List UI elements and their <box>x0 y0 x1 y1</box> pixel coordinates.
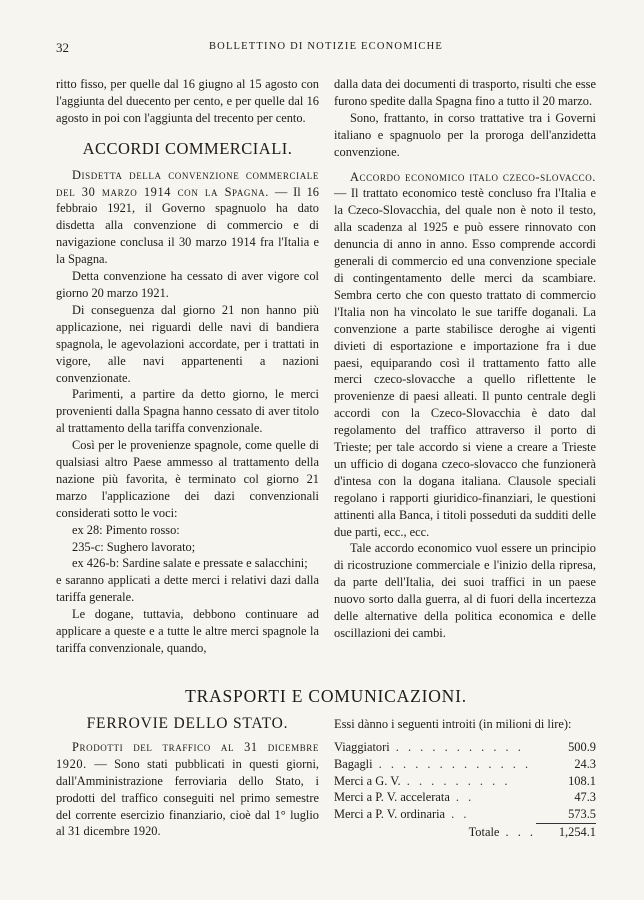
revenue-label <box>334 773 536 790</box>
leader-dots: . . <box>445 807 470 822</box>
tariff-item: 235-c: Sughero lavorato; <box>72 539 196 554</box>
revenue-label-text: Merci a G. V. <box>334 773 401 788</box>
revenue-value: 24.3 <box>574 756 596 771</box>
tariff-item: ex 28: Pimento rosso: <box>72 522 180 537</box>
revenue-intro: Essi dànno i seguenti introiti (in milioni di lire): <box>334 717 572 731</box>
revenue-label-text: Merci a P. V. accelerata <box>334 790 450 805</box>
table-row <box>334 773 596 790</box>
paragraph: Così per le provenienze spagnole, come quelle di qualsiasi altro Paese ammesso al trattamento della nazione più favorita, è terminato col giorno 21 marzo l'applicazione dei dazi convenzionali considerati sotto le voci: <box>56 438 319 520</box>
ferrovie-column <box>56 716 319 840</box>
paragraph-lead: Accordo economico italo czeco-slovacco. <box>350 169 596 184</box>
total-label <box>334 823 536 840</box>
section-title-accordi: ACCORDI COMMERCIALI. <box>82 138 293 158</box>
paragraph: dalla data dei documenti di trasporto, risulti che esse furono spedite dalla Spagna fino a tutto il 20 marzo. <box>334 77 596 108</box>
revenue-label-text: Viaggiatori <box>334 739 390 754</box>
leader-dots: . . . . . . . . . . . <box>389 739 524 754</box>
paragraph: Di conseguenza dal giorno 21 non hanno più applicazione, nei riguardi delle navi di bandiera spagnola, le agevolazioni accordate, per i trattati in vigore, alle navi appartenenti a nazioni convenzionate. <box>56 302 319 385</box>
paragraph-body: — Il trattato economico testè concluso fra l'Italia e la Czeco-Slovacchia, del quale non è noto il testo, alla scadenza al 1925 e può essere rinnovato con denuncia di anno in anno. Esso comprende accordi generali di commercio ed una convenzione speciale di contingentamento delle merci da scambiare. Sembra certo che con questo trattato di commercio l'Italia non ha vincolato le sue tariffe doganali. La convenzione a parte stabilisce deroghe ai vigenti divieti di esportazione e importazione fra i due paesi, equiparando così il trattamento fatto alle merci czeco-slovacche a quello riflettente le provenienze di paesi alleati. Il punto centrale degli accordi con la Czeco-Slovacchia è dato dal regolamento del traffico attraverso il porto di Trieste; per tale accordo si viene a creare a Trieste un ufficio di dogana czeco-slovacco che funzionerà d'intesa con la dogana italiana. Clausole speciali regolano i rapporti giuridico-finanziari, le questioni attinenti alla Banca, i titoli posseduti da sudditi delle due parti, ecc., ecc. <box>334 186 596 539</box>
paragraph <box>56 167 319 268</box>
right-column <box>334 76 596 642</box>
leader-dots: . . . . . . . . . <box>400 773 511 788</box>
revenue-label <box>334 806 536 823</box>
table-row <box>334 756 596 773</box>
tariff-item: ex 426-b: Sardine salate e pressate e salacchini; <box>72 556 308 571</box>
total-value: 1,254.1 <box>536 823 596 840</box>
paragraph: Tale accordo economico vuol essere un principio di ricostruzione commerciale e l'inizio della ripresa, da parte dell'Italia, dei suoi traffici in un paese nuovo sorto dalla guerra, al di fuori della incertezza delle alternative della politica economica e delle oscillazioni dei cambi. <box>334 541 596 640</box>
leader-dots: . . . <box>499 824 536 839</box>
revenue-column <box>334 716 596 841</box>
revenue-label <box>334 739 536 756</box>
revenue-label-text: Bagagli <box>334 756 373 771</box>
paragraph-body: — Sono stati pubblicati in questi giorni, dall'Amministrazione ferroviaria dello Stato, i prodotti del traffico conseguiti nel primo semestre del corrente esercizio finanziario, cioè dal 1° luglio al 31 dicembre 1920. <box>56 756 319 839</box>
revenue-label-text: Merci a P. V. ordinaria <box>334 807 446 822</box>
paragraph-lead: Prodotti del traffico al 31 dicembre 1920. <box>56 739 319 771</box>
continuation-paragraph: ritto fisso, per quelle dal 16 giugno al 15 agosto con l'aggiunta del duecento per cento, e per quelle dal 16 agosto in poi con l'aggiunta del trecento per cento. <box>56 77 319 125</box>
journal-title: BOLLETTINO DI NOTIZIE ECONOMICHE <box>208 41 444 52</box>
leader-dots: . . <box>449 790 475 805</box>
paragraph: Sono, frattanto, in corso trattative tra i Governi italiano e spagnuolo per la proroga dell'anzidetta convenzione. <box>334 110 596 159</box>
page-number: 32 <box>56 40 69 55</box>
leader-dots: . . . . . . . . . . . . . <box>372 756 532 771</box>
paragraph: Le dogane, tuttavia, debbono continuare ad applicare a queste e a tutte le altre merci spagnole la tariffa convenzionale, quando, <box>56 607 319 655</box>
revenue-value: 47.3 <box>574 790 596 805</box>
paragraph: Parimenti, a partire da detto giorno, le merci provenienti dalla Spagna hanno cessato di aver titolo al trattamento della tariffa convenzionale. <box>56 387 319 436</box>
total-label-text: Totale <box>468 824 500 839</box>
subsection-title-ferrovie: FERROVIE DELLO STATO. <box>86 715 289 732</box>
left-column <box>56 76 319 657</box>
paragraph <box>56 739 319 840</box>
paragraph: Detta convenzione ha cessato di aver vigore col giorno 20 marzo 1921. <box>56 269 319 300</box>
section-title-trasporti: TRASPORTI E COMUNICAZIONI. <box>185 686 467 706</box>
paragraph: e saranno applicati a dette merci i relativi dazi dalla tariffa generale. <box>56 573 319 605</box>
revenue-label <box>334 756 536 773</box>
paragraph <box>334 169 596 541</box>
revenue-value: 500.9 <box>568 739 596 754</box>
table-row <box>334 739 596 756</box>
revenue-label <box>334 789 536 806</box>
paragraph-lead: Disdetta della convenzione commerciale del 30 marzo 1914 con la Spagna. <box>56 167 319 199</box>
revenue-table <box>334 739 596 841</box>
total-row <box>334 823 596 840</box>
table-row <box>334 789 596 806</box>
paragraph-body: — Il 16 febbraio 1921, il Governo spagnuolo ha dato disdetta alla convenzione di commercio e di navigazione conclusa il 30 marzo 1914 fra l'Italia e la Spagna. <box>56 184 319 267</box>
table-row <box>334 806 596 823</box>
running-head <box>56 40 596 58</box>
revenue-value: 573.5 <box>568 807 596 822</box>
revenue-value: 108.1 <box>568 773 596 788</box>
